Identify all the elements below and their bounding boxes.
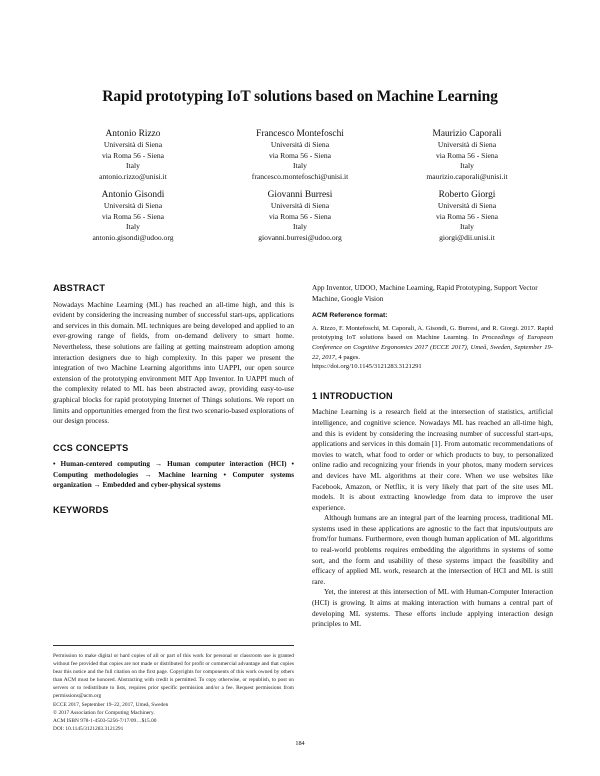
author: [50, 128, 216, 182]
author: [50, 189, 216, 243]
author-affiliation: Università di Siena: [270, 140, 330, 149]
author-affiliation: Università di Siena: [103, 140, 163, 149]
introduction-para-3: Yet, the interest at this intersection of ML with Human-Computer Interaction (HCI) is growing. It aims at making interaction with humans a central part of developing ML systems. These efforts include applying interaction design principles to ML: [312, 587, 553, 629]
author: [384, 128, 550, 182]
paper-title: Rapid prototyping IoT solutions based on Machine Learning: [102, 88, 498, 105]
keywords-heading: KEYWORDS: [53, 504, 109, 515]
acm-reference-pages: , 4 pages.: [335, 353, 360, 361]
keywords-text: App Inventor, UDOO, Machine Learning, Rapid Prototyping, Support Vector Machine, Google Vision: [312, 283, 538, 303]
author-name: Maurizio Caporali: [432, 129, 502, 139]
author-address: via Roma 56 - Siena: [268, 150, 331, 160]
acm-reference-venue: Proceedings of European Conference on Cognitive Ergonomics 2017 (ECCE 2017), Umeå, Sweden, September 19-22, 2017: [312, 334, 553, 361]
author: [217, 189, 383, 243]
ccs-section: [53, 443, 294, 491]
author-address: via Roma 56 - Siena: [101, 150, 164, 160]
author-country: Italy: [460, 222, 474, 231]
author-email: antonio.gisondi@udoo.org: [92, 232, 174, 242]
introduction-section: [312, 391, 553, 630]
author-country: Italy: [460, 161, 474, 170]
abstract-text: Nowadays Machine Learning (ML) has reached an all-time high, and this is evident by considering the increasing number of successful start-ups, applications and services in this domain. ML techniques are being developed and applied to an ever-growing range of fields, from on-demand delivery to smart home. Nevertheless, these solutions are failing at getting mainstream adoption among interaction designers due to high complexity. In this paper we present the integration of two Machine Learning algorithms into UAPPI, our open source extension of the prototyping environment MIT App Inventor. In UAPPI much of the complexity related to ML has been abstracted away, providing easy-to-use graphical blocks for rapid prototyping Internet of Things solutions. We report on limits and opportunities emerged from the first two scenario-based explorations of our design process.: [53, 299, 294, 426]
doi-line: DOI: 10.1145/3121283.3121291: [53, 725, 124, 732]
permission-footnote: [53, 645, 294, 733]
author-address: via Roma 56 - Siena: [268, 211, 331, 221]
author-email: giovanni.burresi@udoo.org: [258, 232, 342, 242]
author-affiliation: Università di Siena: [437, 140, 497, 149]
permission-text: Permission to make digital or hard copies of all or part of this work for personal or classroom use is granted without fee provided that copies are not made or distributed for profit or commercial advantage and that copies bear this notice and the full citation on the first page. Copyrights for components of this work owned by others than ACM must be honored. Abstracting with credit is permitted. To copy otherwise, or republish, to post on servers or to redistribute to lists, requires prior specific permission and/or a fee. Request permissions from permissions@acm.org: [53, 653, 294, 700]
copyright-line: © 2017 Association for Computing Machinery.: [53, 709, 155, 716]
introduction-para-2: Although humans are an integral part of the learning process, traditional ML systems used in these applications are agnostic to the fact that inputs/outputs are from/for humans. Furthermore, even though human application of ML algorithms to real-world problems requires embedding the algorithms in systems of some sort, and the form and usability of these systems impact the feasibility and efficacy of applied ML work, research at the intersection of HCI and ML is still rare.: [312, 513, 553, 586]
author-row-2: [50, 189, 550, 243]
author-address: via Roma 56 - Siena: [101, 211, 164, 221]
left-column: [53, 283, 294, 521]
introduction-para-1: Machine Learning is a research field at the intersection of statistics, artificial intelligence, and cognitive science. Nowadays ML has reached an all-time high, and this is evident by considering the increasing number of successful start-ups, applications and services in this domain [1]. From automatic recommendations of movies to watch, what food to order or which products to buy, to personalized online radio and recognizing your friends in your photos, many modern services and devices have ML algorithms at their core. When we use websites like Facebook, Amazon, or Netflix, it is very likely that part of the site uses ML models. It is about extracting knowledge from data to improve the user experience.: [312, 407, 553, 512]
author-email: francesco.montefoschi@unisi.it: [251, 171, 349, 181]
author-email: giorgi@dii.unisi.it: [439, 232, 495, 242]
abstract-heading: ABSTRACT: [53, 283, 106, 293]
ccs-text: • Human-centered computing → Human computer interaction (HCI) • Computing methodologies → Machine learning • Computer systems organization → Embedded and cyber-physical systems: [53, 460, 294, 490]
acm-reference-doi[interactable]: https://doi.org/10.1145/3121283.3121291: [312, 363, 422, 371]
author-name: Francesco Montefoschi: [256, 129, 344, 139]
acm-reference-text: [312, 324, 553, 372]
author-address: via Roma 56 - Siena: [435, 150, 498, 160]
author-email: maurizio.caporali@unisi.it: [426, 171, 508, 181]
author-name: Roberto Giorgi: [438, 190, 496, 200]
keywords-section: [53, 505, 294, 516]
author-email: antonio.rizzo@unisi.it: [99, 171, 167, 181]
author-block: [50, 128, 550, 250]
author-affiliation: Università di Siena: [103, 201, 163, 210]
author: [384, 189, 550, 243]
author: [217, 128, 383, 182]
author-name: Antonio Rizzo: [105, 129, 161, 139]
author-affiliation: Università di Siena: [270, 201, 330, 210]
acm-reference-heading: ACM Reference format:: [312, 312, 388, 320]
author-country: Italy: [126, 161, 140, 170]
introduction-heading: 1 INTRODUCTION: [312, 390, 393, 401]
acm-reference-authors: A. Rizzo, F. Montefoschi, M. Caporali, A. Gisondi, G. Burresi, and R. Giorgi. 2017. Rapid prototyping IoT solutions based on Machine Learning. In: [312, 324, 553, 342]
author-country: Italy: [126, 222, 140, 231]
author-name: Antonio Gisondi: [101, 190, 165, 200]
author-address: via Roma 56 - Siena: [435, 211, 498, 221]
page-number: 184: [295, 740, 305, 747]
conference-line: ECCE 2017, September 19–22, 2017, Umeå, Sweden: [53, 701, 169, 708]
author-row-1: [50, 128, 550, 182]
right-column: [312, 283, 553, 630]
author-country: Italy: [293, 222, 307, 231]
author-country: Italy: [293, 161, 307, 170]
author-name: Giovanni Burresi: [267, 190, 333, 200]
ccs-heading: CCS CONCEPTS: [53, 442, 129, 453]
author-affiliation: Università di Siena: [437, 201, 497, 210]
isbn-line: ACM ISBN 978-1-4503-5256-7/17/09…$15.00: [53, 717, 157, 724]
